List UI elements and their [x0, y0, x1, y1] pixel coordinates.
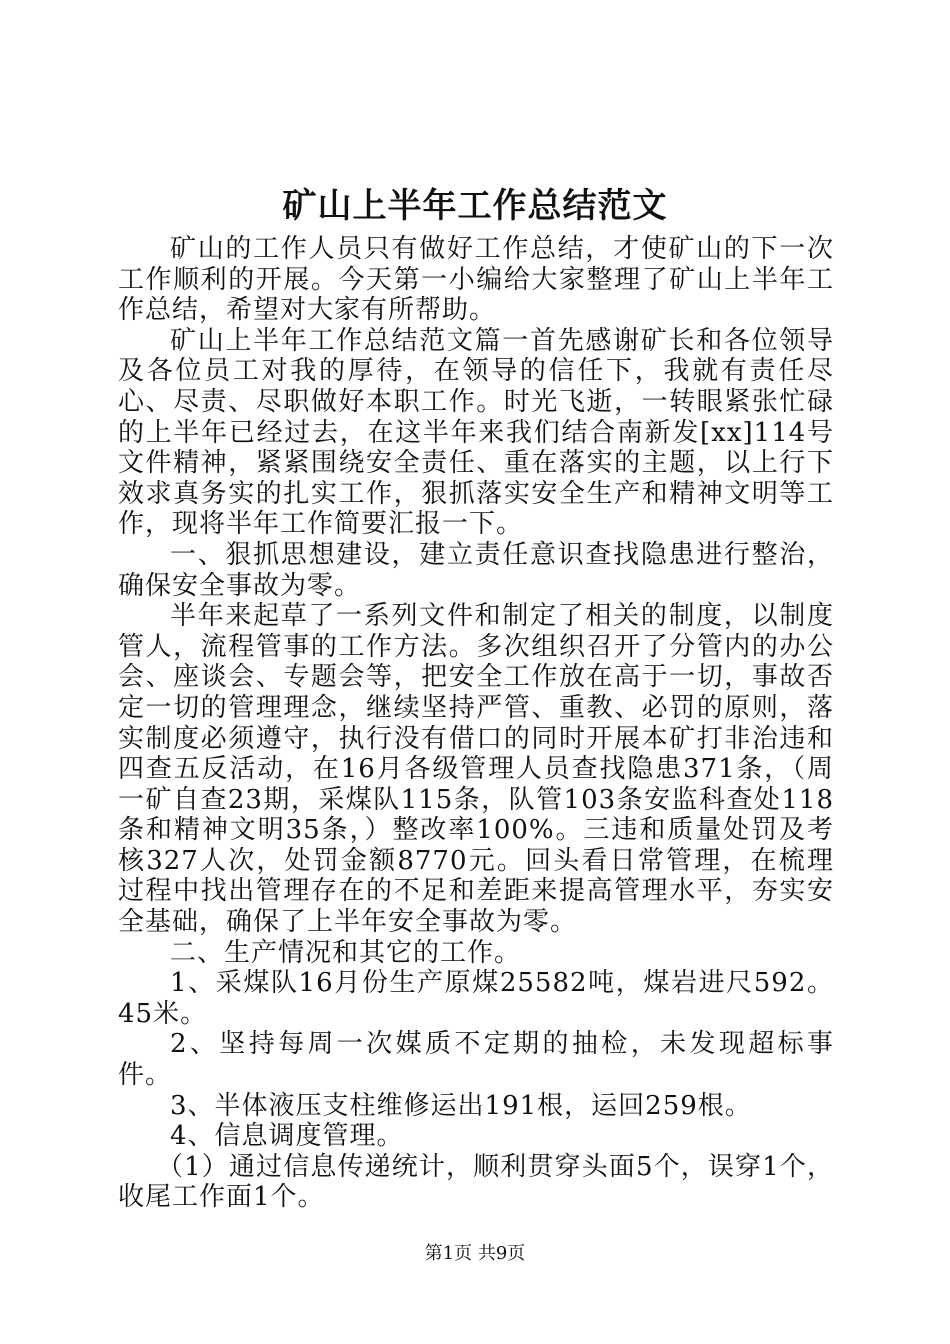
- paragraph-section-one-body: 半年来起草了一系列文件和制定了相关的制度，以制度管人，流程管事的工作方法。多次组织召开了分管内的办公会、座谈会、专题会等，把安全工作放在高于一切，事故否定一切的管理理念，继续坚持严管、重教、必罚的原则，落实制度必须遵守，执行没有借口的同时开展本矿打非治违和四查五反活动，在16月各级管理人员查找隐患371条，（周一矿自查23期，采煤队115条，队管103条安监科查处118条和精神文明35条，）整改率100%。三违和质量处罚及考核327人次，处罚金额8770元。回头看日常管理，在梳理过程中找出管理存在的不足和差距来提高管理水平，夯实安全基础，确保了上半年安全事故为零。: [118, 601, 834, 938]
- paragraph-item-3: 3、半体液压支柱维修运出191根，运回259根。: [170, 1090, 752, 1121]
- paragraph-item-4-1: （1）通过信息传递统计，顺利贯穿头面5个，误穿1个，收尾工作面1个。: [118, 1151, 834, 1213]
- paragraph-intro: 矿山的工作人员只有做好工作总结，才使矿山的下一次工作顺利的开展。今天第一小编给大家整理了矿山上半年工作总结，希望对大家有所帮助。: [118, 234, 834, 326]
- document-body: [118, 234, 834, 1213]
- paragraph-item-4: 4、信息调度管理。: [170, 1121, 404, 1152]
- paragraph-item-1: 1、采煤队16月份生产原煤25582吨，煤岩进尺592。45米。: [118, 968, 834, 1029]
- paragraph-section-two-heading: 二、生产情况和其它的工作。: [170, 937, 522, 968]
- paragraph-section-one-heading: 一、狠抓思想建设，建立责任意识查找隐患进行整治，确保安全事故为零。: [118, 539, 834, 601]
- page-number-footer: 第1页 共9页: [424, 1243, 526, 1264]
- paragraph-summary: 矿山上半年工作总结范文篇一首先感谢矿长和各位领导及各位员工对我的厚待，在领导的信任下，我就有责任尽心、尽责、尽职做好本职工作。时光飞逝，一转眼紧张忙碌的上半年已经过去，在这半年来我们结合南新发[xx]114号文件精神，紧紧围绕安全责任、重在落实的主题，以上行下效求真务实的扎实工作，狠抓落实安全生产和精神文明等工作，现将半年工作简要汇报一下。: [118, 325, 834, 540]
- document-title: 矿山上半年工作总结范文: [282, 186, 668, 226]
- paragraph-item-2: 2、坚持每周一次媒质不定期的抽检，未发现超标事件。: [118, 1029, 834, 1091]
